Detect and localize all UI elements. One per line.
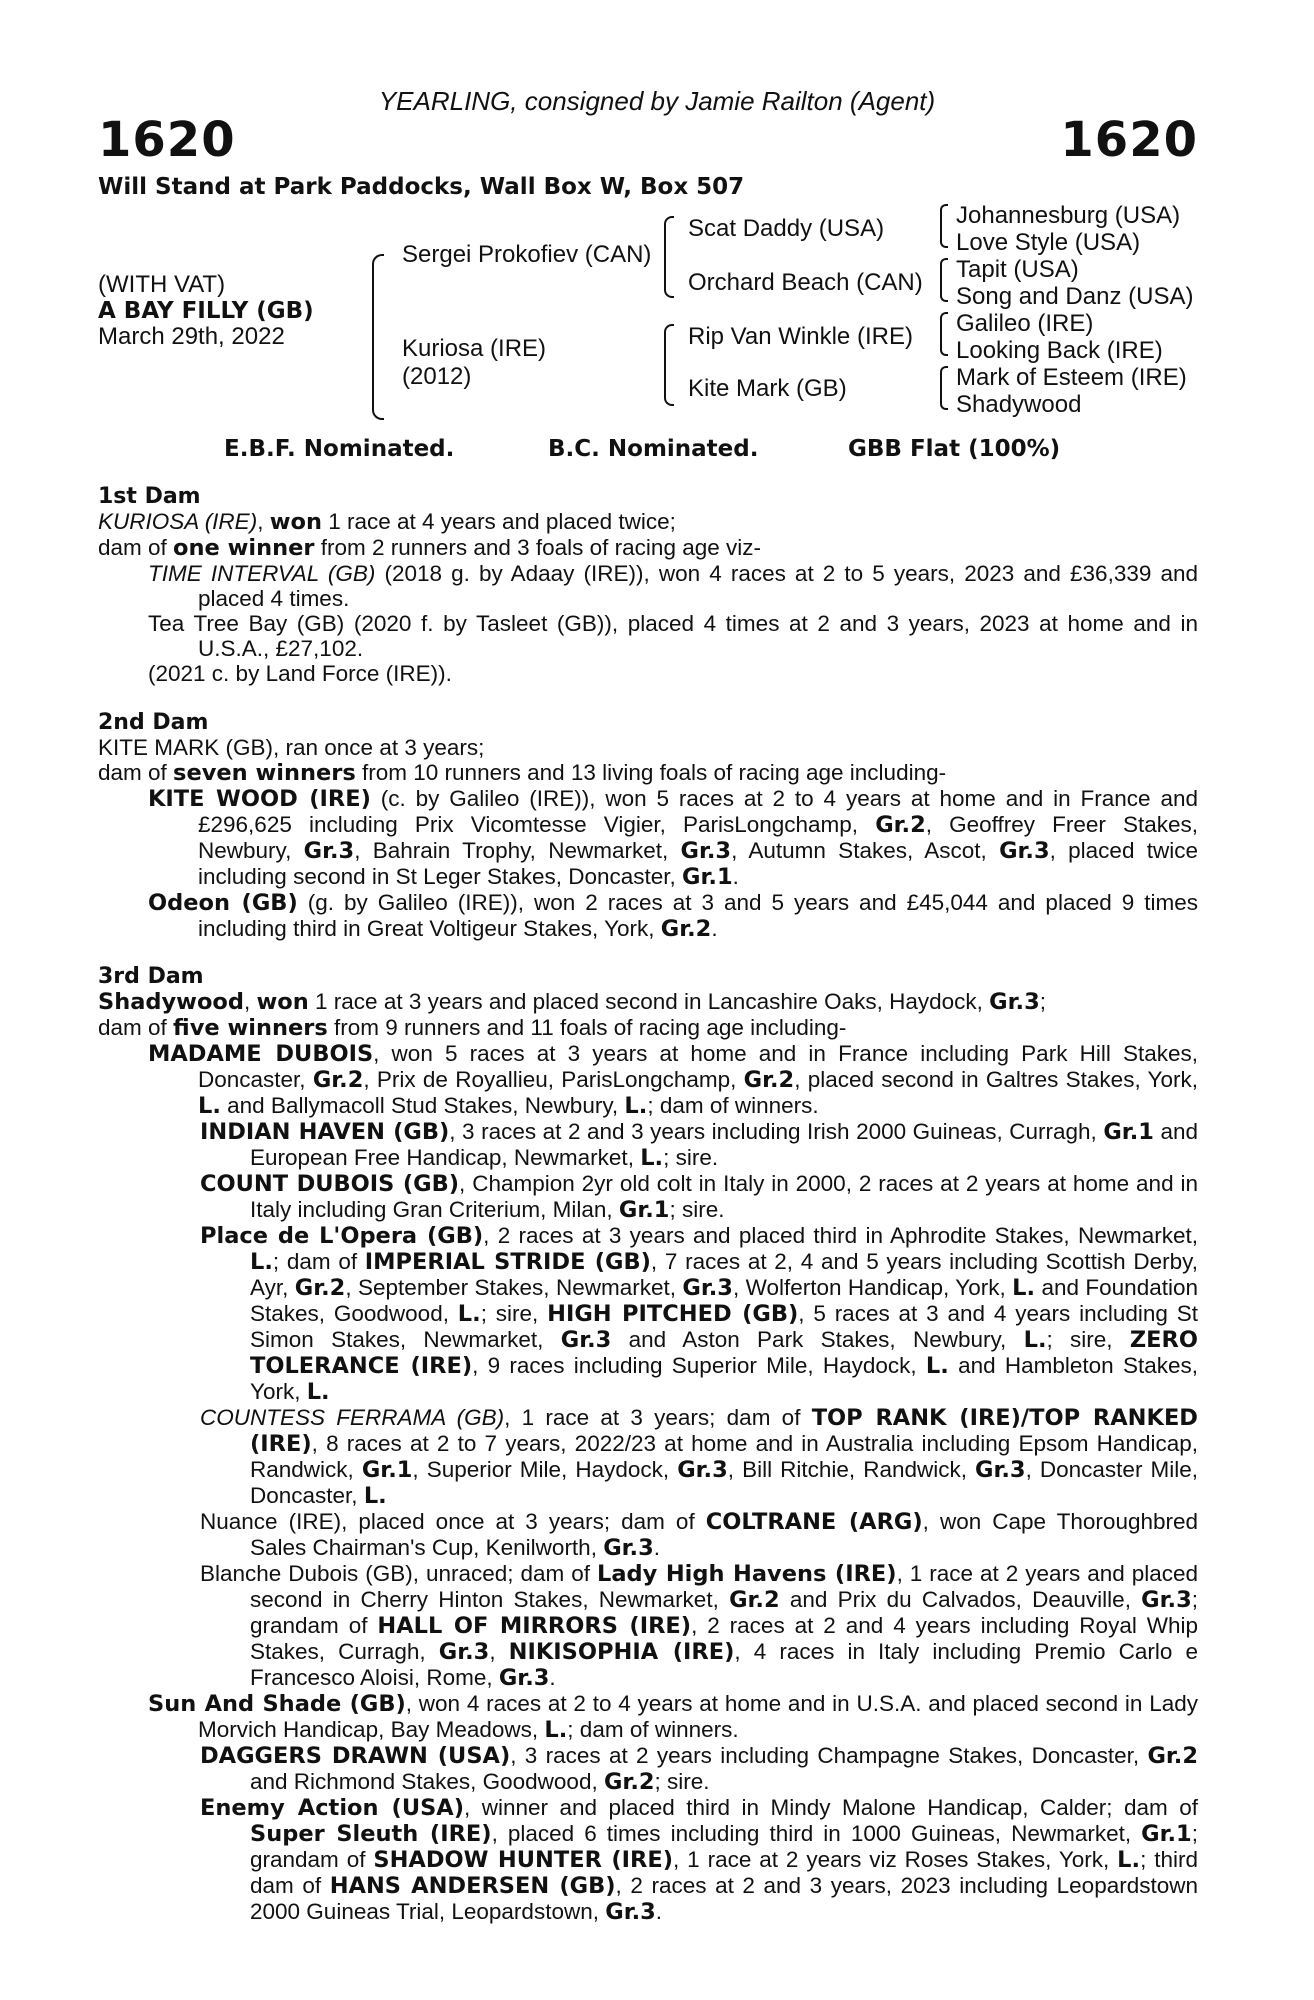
sire-brace-lower xyxy=(664,256,674,298)
dam-sire: Rip Van Winkle (IRE) xyxy=(688,323,913,350)
pedigree-brace-main-lower xyxy=(372,336,384,420)
dds: Mark of Esteem (IRE) xyxy=(956,364,1187,391)
dam-year: (2012) xyxy=(402,363,472,390)
stand-location: Will Stand at Park Paddocks, Wall Box W, Box 507 xyxy=(98,174,745,200)
ddd: Shadywood xyxy=(956,391,1082,418)
sire-dam: Orchard Beach (CAN) xyxy=(688,269,923,296)
horse-name: A BAY FILLY (GB) xyxy=(98,298,314,324)
dd-brace xyxy=(940,366,948,410)
bc-nomination: B.C. Nominated. xyxy=(548,436,759,462)
vat-label: (WITH VAT) xyxy=(98,271,226,298)
dam-brace-lower xyxy=(664,364,674,406)
gbb-flat: GBB Flat (100%) xyxy=(848,436,1061,462)
first-dam-section: 1st Dam KURIOSA (IRE), won 1 race at 4 years and placed twice; dam of one winner from 2 runners and 3 foals of racing age viz- TIME INTERVAL (GB) (2018 g. by Adaay (IRE)), won 4 races at 2 to 5 years, 2023 and £36,339 and placed 4 times. Tea Tree Bay (GB) (2020 f. by Tasleet (GB)), placed 4 times at 2 and 3 years, 2023 at home and in U.S.A., £27,102. (2021 c. by Land Force (IRE)). xyxy=(98,484,1198,686)
dsd: Looking Back (IRE) xyxy=(956,337,1163,364)
consignor-line: YEARLING, consigned by Jamie Railton (Agent) xyxy=(378,86,936,116)
sds: Tapit (USA) xyxy=(956,256,1079,283)
sire-sire: Scat Daddy (USA) xyxy=(688,215,885,242)
sdd: Song and Danz (USA) xyxy=(956,283,1194,310)
second-dam-heading: 2nd Dam xyxy=(98,710,209,735)
lot-number-right: 1620 xyxy=(1060,112,1198,168)
dam-brace xyxy=(664,324,674,366)
ss-brace xyxy=(940,204,948,248)
third-dam-heading: 3rd Dam xyxy=(98,964,204,989)
sire-brace xyxy=(664,216,674,258)
foaling-date: March 29th, 2022 xyxy=(98,323,285,350)
lot-number-left: 1620 xyxy=(98,112,236,168)
second-dam-section: 2nd Dam KITE MARK (GB), ran once at 3 years; dam of seven winners from 10 runners and 13 living foals of racing age including- KITE WOOD (IRE) (c. by Galileo (IRE)), won 5 races at 2 to 4 years at home and in France and £296,625 including Prix Vicomtesse Vigier, ParisLongchamp, Gr.2, Geoffrey Freer Stakes, Newbury, Gr.3, Bahrain Trophy, Newmarket, Gr.3, Autumn Stakes, Ascot, Gr.3, placed twice including second in St Leger Stakes, Doncaster, Gr.1. Odeon (GB) (g. by Galileo (IRE)), won 2 races at 3 and 5 years and £45,044 and placed 9 times including third in Great Voltigeur Stakes, York, Gr.2. xyxy=(98,710,1199,942)
first-dam-heading: 1st Dam xyxy=(98,484,201,509)
sd-brace xyxy=(940,258,948,302)
pedigree-brace-main xyxy=(372,254,384,338)
third-dam-section: 3rd Dam Shadywood, won 1 race at 3 years and placed second in Lancashire Oaks, Haydock, Gr.3; dam of five winners from 9 runners and 11 foals of racing age including- MADAME DUBOIS, won 5 races at 3 years at home and in France including Park Hill Stakes, Doncaster, Gr.2, Prix de Royallieu, ParisLongchamp, Gr.2, placed second in Galtres Stakes, York, L. and Ballymacoll Stud Stakes, Newbury, L.; dam of winners. INDIAN HAVEN (GB), 3 races at 2 and 3 years including Irish 2000 Guineas, Curragh, Gr.1 and European Free Handicap, Newmarket, L.; sire. COUNT DUBOIS (GB), Champion 2yr old colt in Italy in 2000, 2 races at 2 years at home and in Italy including Gran Criterium, Milan, Gr.1; sire. Place de L'Opera (GB), 2 races at 3 years and placed third in Aphrodite Stakes, Newmarket, L.; dam of IMPERIAL STRIDE (GB), 7 races at 2, 4 and 5 years including Scottish Derby, Ayr, Gr.2, September Stakes, Newmarket, Gr.3, Wolferton Handicap, York, L. and Foundation Stakes, Goodwood, L.; sire, HIGH PITCHED (GB), 5 races at 3 and 4 years including St Simon Stakes, Newmarket, Gr.3 and Aston Park Stakes, Newbury, L.; sire, ZERO TOLERANCE (IRE), 9 races including Superior Mile, Haydock, L. and Hambleton Stakes, York, L. COUNTESS FERRAMA (GB), 1 race at 3 years; dam of TOP RANK (IRE)/TOP RANKED (IRE), 8 races at 2 to 7 years, 2022/23 at home and in Australia including Epsom Handicap, Randwick, Gr.1, Superior Mile, Haydock, Gr.3, Bill Ritchie, Randwick, Gr.3, Doncaster Mile, Doncaster, L. Nuance (IRE), placed once at 3 years; dam of COLTRANE (ARG), won Cape Thoroughbred Sales Chairman's Cup, Kenilworth, Gr.3. Blanche Dubois (GB), unraced; dam of Lady High Havens (IRE), 1 race at 2 years and placed second in Cherry Hinton Stakes, Newmarket, Gr.2 and Prix du Calvados, Deauville, Gr.3; grandam of HALL OF MIRRORS (IRE), 2 races at 2 and 4 years including Royal Whip Stakes, Curragh, Gr.3, NIKISOPHIA (IRE), 4 races in Italy including Premio Carlo e Francesco Aloisi, Rome, Gr.3. Sun And Shade (GB), won 4 races at 2 to 4 years at home and in U.S.A. and placed second in Lady Morvich Handicap, Bay Meadows, L.; dam of winners. DAGGERS DRAWN (USA), 3 races at 2 years including Champagne Stakes, Doncaster, Gr.2 and Richmond Stakes, Goodwood, Gr.2; sire. Enemy Action (USA), winner and placed third in Mindy Malone Handicap, Calder; dam of Super Sleuth (IRE), placed 6 times including third in 1000 Guineas, Newmarket, Gr.1; grandam of SHADOW HUNTER (IRE), 1 race at 2 years viz Roses Stakes, York, L.; third dam of HANS ANDERSEN (GB), 2 races at 2 and 3 years, 2023 including Leopardstown 2000 Guineas Trial, Leopardstown, Gr.3. xyxy=(98,964,1199,1925)
ds-brace xyxy=(940,312,948,356)
sire-name: Sergei Prokofiev (CAN) xyxy=(402,241,652,268)
dam-name: Kuriosa (IRE) xyxy=(402,335,547,362)
ssd: Love Style (USA) xyxy=(956,229,1141,256)
dam-dam: Kite Mark (GB) xyxy=(688,375,847,402)
ebf-nomination: E.B.F. Nominated. xyxy=(224,436,455,462)
sss: Johannesburg (USA) xyxy=(956,202,1181,229)
dss: Galileo (IRE) xyxy=(956,310,1094,337)
